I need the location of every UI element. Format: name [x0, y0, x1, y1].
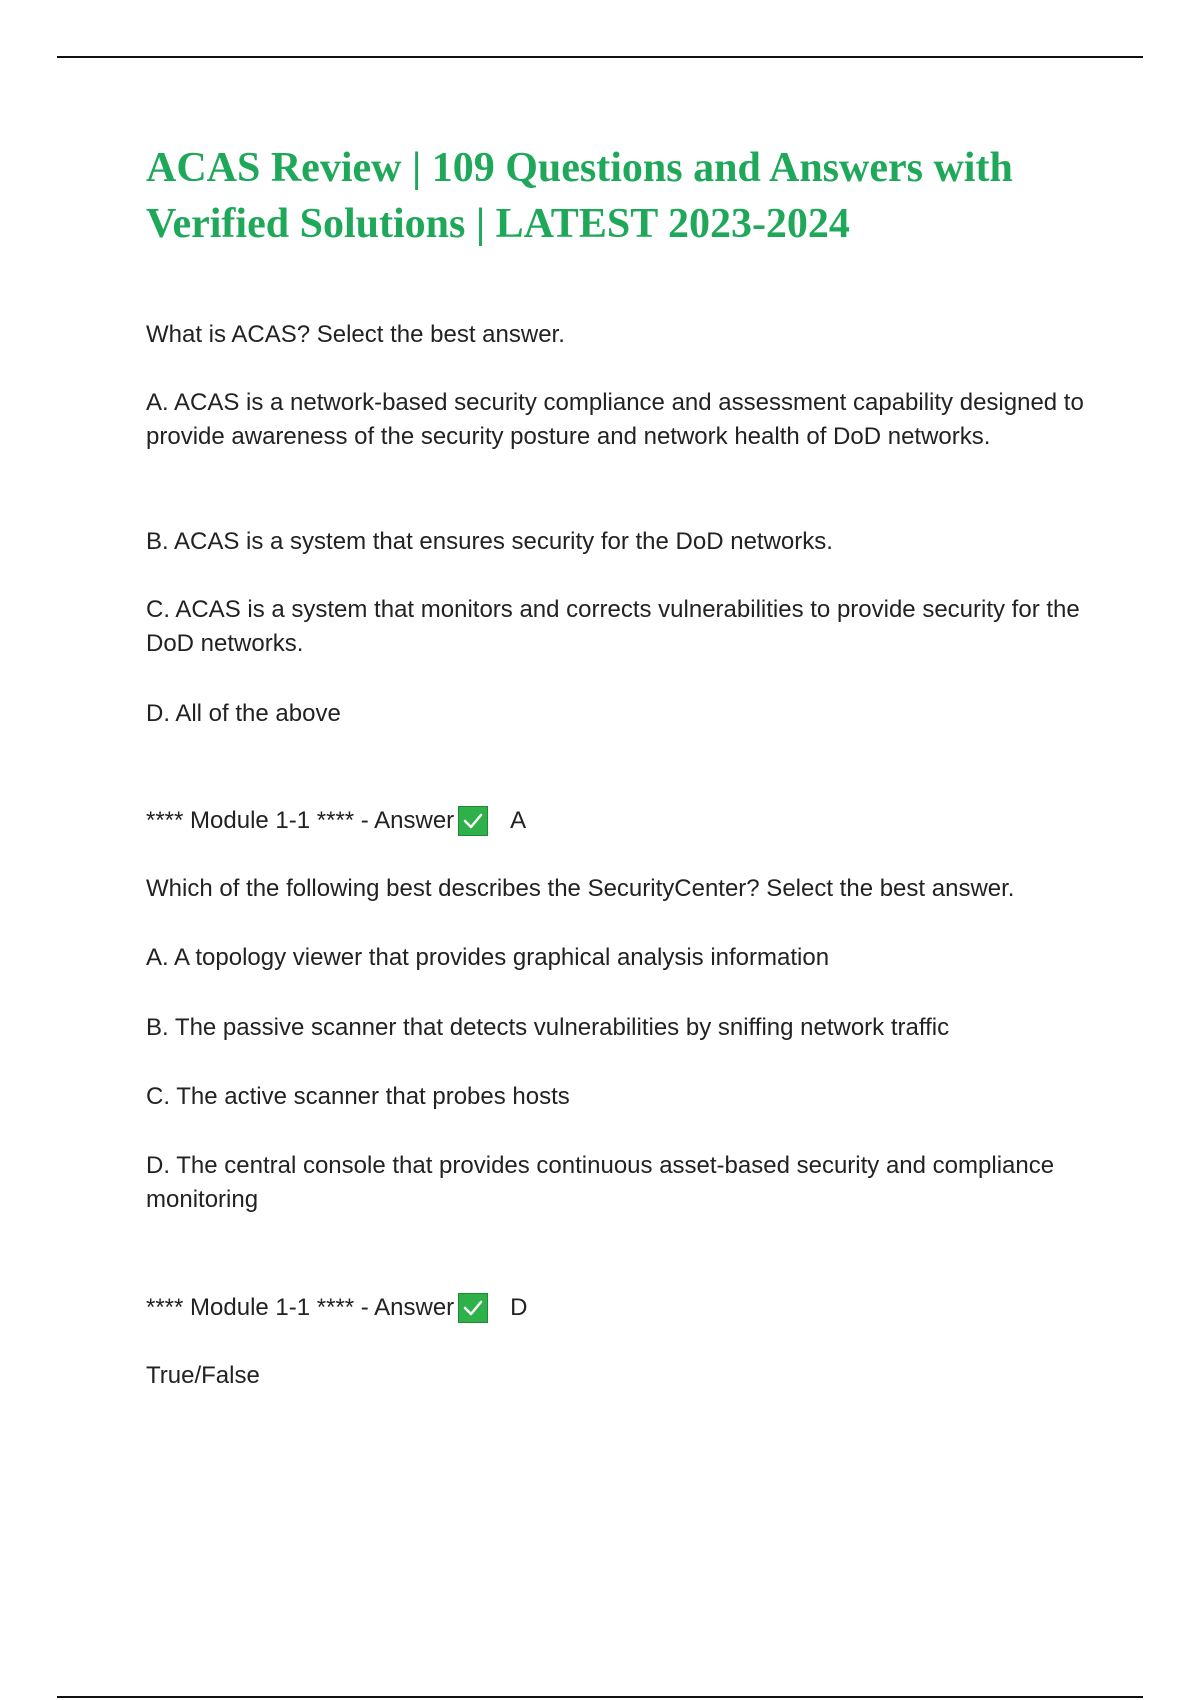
checkmark-icon [458, 1293, 488, 1323]
answer-label: **** Module 1-1 **** - Answer [146, 1294, 455, 1321]
document-title: ACAS Review | 109 Questions and Answers with Verified Solutions | LATEST 2023-2024 [146, 145, 1013, 247]
question-2-option-b: B. The passive scanner that detects vulnerabilities by sniffing network traffic [146, 1014, 950, 1041]
question-2-answer [146, 1291, 1096, 1325]
checkmark-icon [458, 806, 488, 836]
top-rule [57, 56, 1143, 58]
next-question-prompt: True/False [146, 1362, 260, 1389]
question-1-option-b: B. ACAS is a system that ensures security for the DoD networks. [146, 528, 833, 555]
answer-label: **** Module 1-1 **** - Answer [146, 807, 455, 834]
answer-value: D [510, 1294, 528, 1321]
question-1-option-c: C. ACAS is a system that monitors and corrects vulnerabilities to provide security for the DoD networks. [146, 596, 1080, 657]
question-1-prompt: What is ACAS? Select the best answer. [146, 321, 565, 348]
question-1-answer [146, 804, 1096, 838]
question-2-option-d: D. The central console that provides continuous asset-based security and compliance monitoring [146, 1152, 1055, 1213]
question-2-option-a: A. A topology viewer that provides graphical analysis information [146, 944, 830, 971]
question-1-option-d: D. All of the above [146, 700, 341, 727]
question-2-prompt: Which of the following best describes the SecurityCenter? Select the best answer. [146, 875, 1015, 902]
bottom-rule [57, 1696, 1143, 1698]
question-1-option-a: A. ACAS is a network-based security compliance and assessment capability designed to provide awareness of the security posture and network health of DoD networks. [146, 389, 1084, 450]
answer-value: A [510, 807, 527, 834]
question-2-option-c: C. The active scanner that probes hosts [146, 1083, 570, 1110]
